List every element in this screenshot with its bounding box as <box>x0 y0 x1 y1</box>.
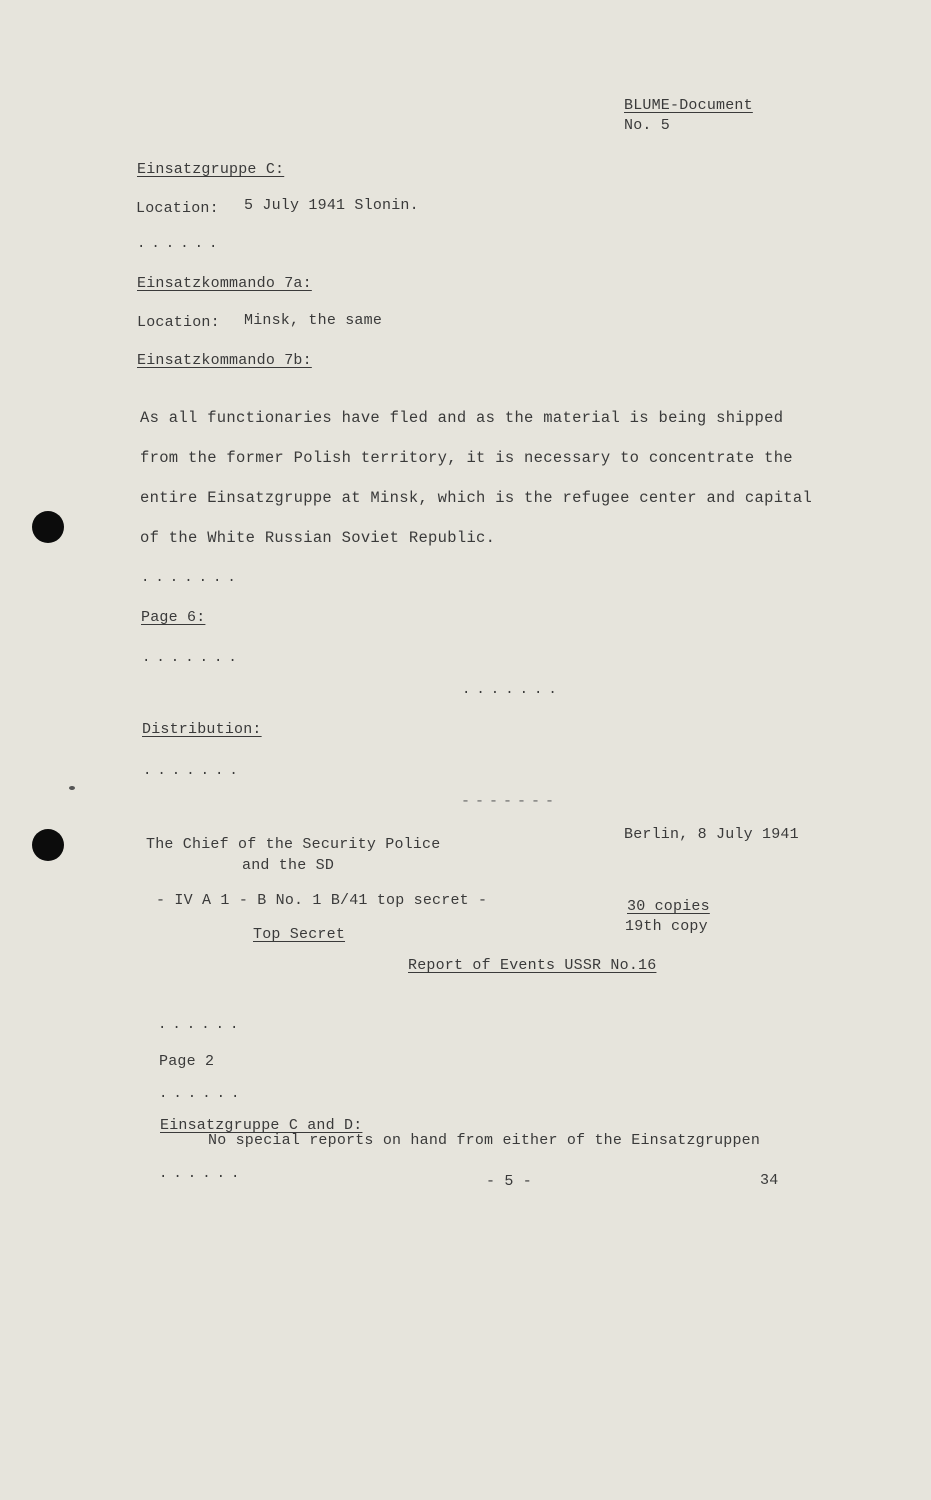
location-value: 5 July 1941 Slonin. <box>244 197 419 214</box>
paragraph-line: As all functionaries have fled and as the material is being shipped <box>140 409 784 427</box>
ek7a-location-value: Minsk, the same <box>244 312 383 329</box>
copies-count: 30 copies <box>627 898 710 915</box>
date-place: Berlin, 8 July 1941 <box>624 826 799 843</box>
page-number-right: 34 <box>760 1172 779 1189</box>
doc-title: BLUME-Document <box>624 97 753 114</box>
ellipsis-dots: ...... <box>158 1017 245 1033</box>
copy-number: 19th copy <box>625 918 708 935</box>
report-title: Report of Events USSR No.16 <box>408 957 657 974</box>
doc-number: No. 5 <box>624 117 671 134</box>
ellipsis-dots: ....... <box>143 763 244 779</box>
classification: Top Secret <box>253 926 346 943</box>
einsatzgruppe-cd-heading: Einsatzgruppe C and D: <box>160 1117 363 1134</box>
paragraph-line: from the former Polish territory, it is necessary to concentrate the <box>140 449 793 467</box>
speck-icon <box>69 786 75 790</box>
ellipsis-dots: ...... <box>159 1166 246 1182</box>
ellipsis-dots: ...... <box>159 1086 246 1102</box>
punch-hole-icon <box>32 511 64 543</box>
distribution-label: Distribution: <box>142 721 262 738</box>
ek7a-location-label: Location: <box>137 314 220 331</box>
location-label: Location: <box>136 200 219 217</box>
separator-line: ------- <box>461 793 560 810</box>
page-6-label: Page 6: <box>141 609 206 626</box>
paragraph-line: entire Einsatzgruppe at Minsk, which is the refugee center and capital <box>140 489 813 507</box>
einsatzgruppe-c-heading: Einsatzgruppe C: <box>137 161 285 178</box>
sender-line: The Chief of the Security Police <box>146 836 441 853</box>
ellipsis-dots: ....... <box>141 570 242 586</box>
paragraph-line: of the White Russian Soviet Republic. <box>140 529 496 547</box>
ellipsis-dots: ...... <box>137 236 224 252</box>
file-reference: - IV A 1 - B No. 1 B/41 top secret - <box>156 892 488 909</box>
punch-hole-icon <box>32 829 64 861</box>
ellipsis-dots: ....... <box>142 650 243 666</box>
page-number-center: - 5 - <box>486 1173 533 1190</box>
page-2-label: Page 2 <box>159 1053 215 1070</box>
sender-line: and the SD <box>242 857 335 874</box>
ek7a-heading: Einsatzkommando 7a: <box>137 275 312 292</box>
ellipsis-dots: ....... <box>462 682 563 698</box>
ek7b-heading: Einsatzkommando 7b: <box>137 352 312 369</box>
einsatzgruppe-cd-text: No special reports on hand from either of the Einsatzgruppen <box>208 1132 761 1149</box>
